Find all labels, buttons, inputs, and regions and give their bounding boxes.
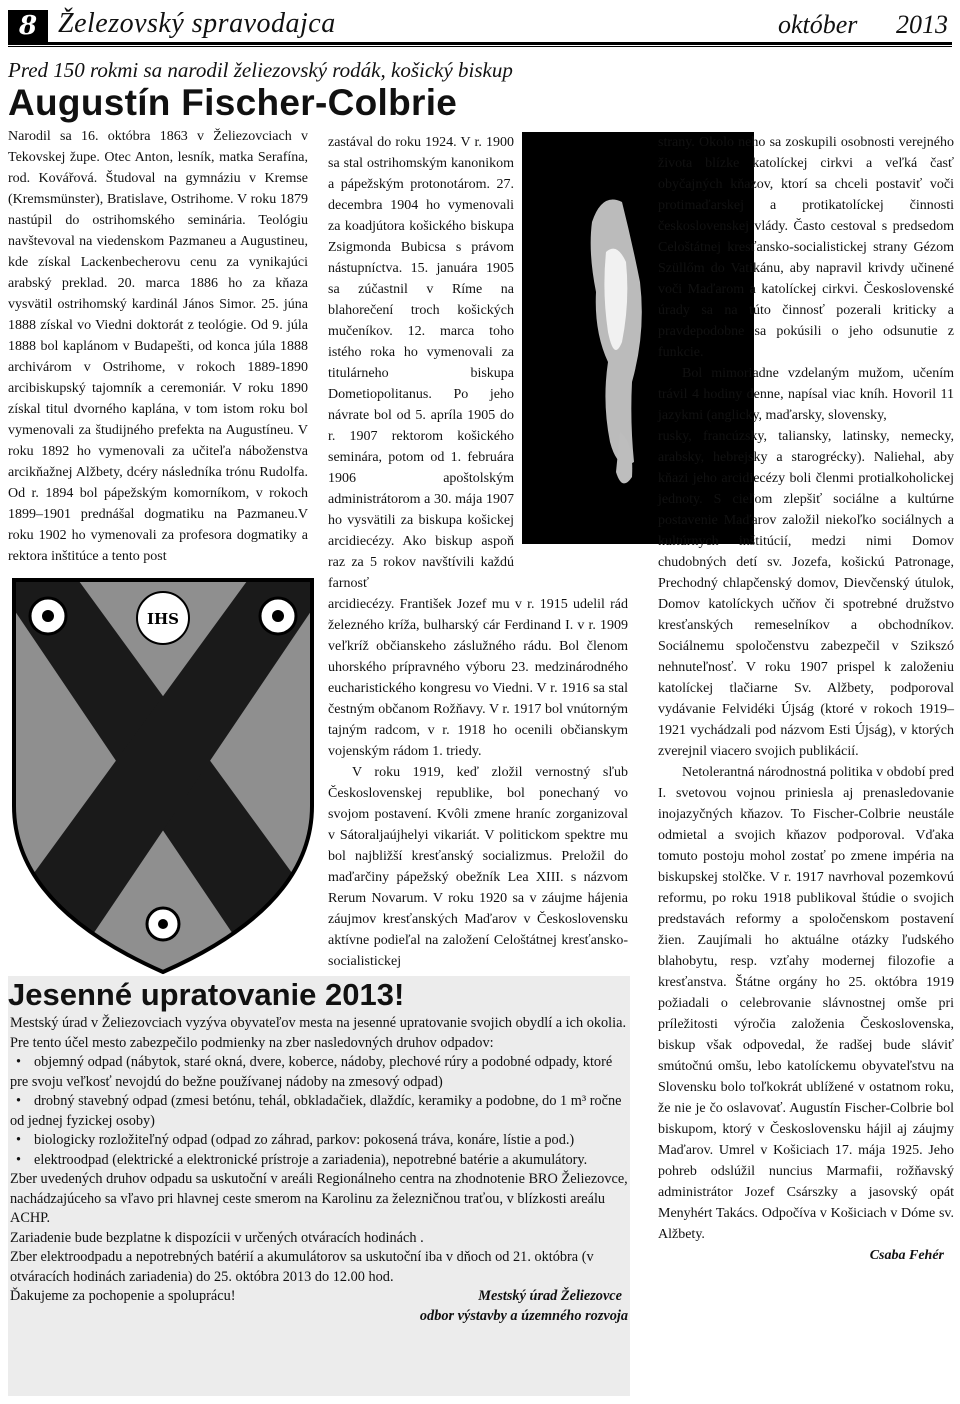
- list-item: • elektroodpad (elektrické a elektronické prístroje a zariadenia), nepotrebné batérie a akumulátory.: [10, 1151, 628, 1171]
- notice-thanks: Ďakujeme za pochopenie a spoluprácu!: [10, 1288, 236, 1304]
- notice-box: [8, 976, 630, 1396]
- rose-icon: [260, 598, 296, 634]
- article-paragraph: arcidiecézy. František Jozef mu v r. 1915 udelil rád železného kríža, bulharský cár Ferdinand I. v r. 1909 veľkríž občianskeho záslužného rádu. Bol členom uhorského prípravného výboru 23. medzinárodného eucharistického kongresu vo Viedni. V r. 1916 sa stal čestným občanom Rožňavy. V r. 1917 bol vnútorným tajným radcom, v r. 1918 ho ocenili občianskym vojenským rádom 1. triedy.: [328, 597, 628, 759]
- notice-signature: Mestský úrad Želiezovce: [478, 1288, 622, 1304]
- article-paragraph: V roku 1919, keď zložil vernostný sľub Československej republike, bol ponechaný vo svojom postavení. Kvôli zmene hraníc zorganizoval v Sátoraljaújhelyi vikariát. V politickom spektre mu bol najbližší kresťanský socializmus. Preložil do maďarčiny pápežský obežník Lea XIII. s názvom Rerum Novarum. V roku 1920 sa v záujme hájenia záujmov kresťanských Maďarov v Československu aktívne podieľal na založení Celoštátnej kresťansko-socialistickej: [328, 765, 628, 969]
- header-rule: [8, 42, 952, 45]
- list-item: • biologicky rozložiteľný odpad (odpad zo záhrad, parkov: pokosená tráva, konáre, lístie a pod.): [10, 1131, 628, 1151]
- header-rule-thin: [8, 46, 952, 47]
- article-column-3: [658, 132, 954, 1266]
- waste-list: [10, 1053, 628, 1170]
- page-header: [8, 6, 952, 46]
- page-number: 8: [8, 10, 48, 42]
- paper-title: Železovský spravodajca: [58, 8, 336, 39]
- notice-body: [10, 1014, 628, 1326]
- crest-monogram: IHS: [146, 610, 180, 628]
- article-paragraph: rusky, francúzsky, taliansky, latinsky, nemecky, arabsky, hebrejsky a starogrécky). Naliehal, aby kňazi jeho arcidiecézy boli členmi protialkoholickej jednoty. S cieľom zlepšiť sociálne a kultúrne postavenie Maďarov založil niekoľko sociálnych a kultúrnych inštitúcií, medzi nimi Domov chudobných detí sv. Jozefa, košickú Patronage, Prechodný chlapčenský domov, Dievčenský útulok, Domov katolíckych učňov či spotrebné družstvo kresťanských remeselníkov a obchodníkov. Sociálnemu spoločenstvu zabezpečil v Szikszó nehnuteľnosť. V roku 1907 prispel k založeniu katolíckej tlačiarne Sv. Alžbety, podporoval vydávanie Felvidéki Újság (ktoré v rokoch 1919–1921 vychádzali pod názvom Esti Újság), v ktorých zverejnil viacero svojich publikácií.: [658, 429, 954, 759]
- article-paragraph: zastával do roku 1924. V r. 1900 sa stal ostrihomským kanonikom a pápežským protonotárom. 27. decembra 1904 ho vymenovali za koadjútora košického biskupa Zsigmonda Bubicsa s právom nástupníctva. 15. januára 1905 sa zúčastnil v Ríme na blahorečení troch košických mučeníkov. 12. marca toho istého roka ho vymenovali za titulárneho biskupa Dometiopolitanus. Po jeho návrate bol od 5. apríla 1905 do r. 1907 rektorom košického seminára, potom od 1. februára 1906 apoštolským administrátorom a 30. mája 1907 ho vysvätili za biskupa košickej arcidiecézy. Ako biskup aspoň raz za 5 rokov navštívili každú farnosť: [328, 135, 514, 591]
- article-title: Augustín Fischer-Colbrie: [8, 82, 458, 123]
- notice-intro: Mestský úrad v Želiezovciach vyzýva obyvateľov mesta na jesenné upratovanie svojich obydlí a ich okolia. Pre tento účel mesto zabezpečilo podmienky na zber nasledovných druhov odpadov:: [10, 1015, 627, 1051]
- article-column-1: [8, 126, 308, 567]
- rose-icon: [30, 598, 66, 634]
- article-paragraph: Bol mimoriadne vzdelaným mužom, učením trávil 4 hodiny denne, napísal viac kníh. Hovoril 11 jazykmi (anglicky, maďarsky, slovensky,: [658, 366, 954, 423]
- notice-department: odbor výstavby a územného rozvoja: [419, 1307, 628, 1324]
- issue-month: október: [778, 10, 858, 39]
- list-item: • drobný stavebný odpad (zmesi betónu, tehál, obkladačiek, dlaždíc, keramiky a podobne, do 1 m³ ročne od jednej fyzickej osoby): [10, 1092, 628, 1131]
- article-subtitle: Pred 150 rokmi sa narodil želiezovský rodák, košický biskup: [8, 58, 513, 82]
- list-item: • objemný odpad (nábytok, staré okná, dvere, koberce, nádoby, plechové rúry a podobné odpady, ktoré pre svoju veľkosť nevojdú do bežne používanej nádoby na zmesový odpad): [10, 1053, 628, 1092]
- coat-of-arms-image: [8, 576, 318, 976]
- coat-of-arms: [8, 576, 318, 976]
- article-paragraph: Netolerantná národnostná politika v období pred I. svetovou vojnou priniesla aj prenasledovanie inojazyčných kňazov. To Fischer-Colbrie neustále odmietal a svojich kňazov podporoval. Vďaka tomuto postoju mohol zostať po zmene impéria na biskupskej stolčke. V r. 1917 navrhoval pozemkovú reformu, po roku 1918 publikoval štúdie o svojich predstavách reformy a spoločenskom postavení žien. Zaujímali ho aktuálne otázky ľudského blahobytu, resp. vzťahy modernej filozofie a kresťanstva. Štátne orgány ho 25. októbra 1919 požiadali o celebrovanie slávnostnej omše pri príležitosti výročia založenia Československa, biskup však odpovedal, že radšej bude sláviť smútočnú omšu, lebo katolíckemu obyvateľstvu na Slovensku bolo toľkokrát ublížené v ostatnom roku, že nie je čo oslavovať. Augustín Fischer-Colbrie bol biskupom, ktorý v Československu hájil aj záujmy Maďarov. Umrel v Košiciach 17. mája 1925. Jeho pohreb odslúžil nuncius Marmafii, rožňavský administrátor Jozef Csárszky a jasovský opát Menyhért Takács. Odpočíva v Košiciach v Dóme sv. Alžbety.: [658, 765, 954, 1242]
- notice-footer: [10, 1287, 628, 1307]
- notice-paragraph: Zber elektroodpadu a nepotrebných batérií a akumulátorov sa uskutoční iba v dňoch od 21. októbra (v otváracích hodinách zariadenia) do 25. októbra 2013 do 12.00 hod.: [10, 1249, 594, 1285]
- notice-paragraph: Zber uvedených druhov odpadu sa uskutoční v areáli Regionálneho centra na zhodnotenie BRO Želiezovce, nachádzajúceho sa vľavo pri hlavnej ceste smerom na Karolinu za železničnou traťou, v blízkosti areálu ACHP.: [10, 1171, 628, 1226]
- article-paragraph: Narodil sa 16. októbra 1863 v Želiezovciach v Tekovskej župe. Otec Anton, lesník, matka Serafína, rod. Kovářová. Študoval na gymnáziu v Kremse (Kremsmünster), Bratislave, Ostrihome. V roku 1879 nastúpil do ostrihomského seminária. Teológiu navštevoval na viedenskom Pazmaneu a Augustineu, kde získal Lackenbecherovu cenu za vynikajúci arabský preklad. 20. marca 1886 ho za kňaza vysvätil ostrihomský kardinál János Simor. 25. júna 1888 získal vo Viedni doktorát z teológie. Od 9. júla 1888 bol kaplánom v Budapešti, od konca júla 1888 archivárom v Ostrihome, v rokoch 1889-1890 arcibiskupský tajomník a ceremoniár. V roku 1890 získal titul dvorného kaplána, v tom istom roku bol vymenovali za študijného prefekta na Augustíneu. V roku 1892 ho vymenovali za učiteľa náboženstva arcikňažnej Alžbety, dcéry následníka trónu Rudolfa. Od r. 1894 bol pápežským komorníkom, v rokoch 1899–1901 prednášal dogmatiku na Pazmaneu.V roku 1902 ho vymenovali za profesora dogmatiky a rektora inštitúce a tento post: [8, 129, 308, 564]
- rose-icon: [147, 908, 179, 940]
- article-column-2: [328, 132, 628, 972]
- issue-year: 2013: [896, 10, 948, 39]
- article-paragraph: strany. Okolo neho sa zoskupili osobnosti verejného života blízke katolíckej cirkvi a veľká časť obyčajných kňazov, ktorí sa chceli postaviť voči protimaďarskej a protikatolíckej činnosti československej vlády. Často cestoval s predsedom Celoštátnej kresťansko-socialistickej strany Gézom Szüllőm do Vatikánu, aby napravil krivdy učinené voči Maďarom a katolíckej cirkvi. Československé úrady sa na túto činnosť pozerali kriticky a pravdepodobne sa pokúsili o jeho odsunutie z funkcie.: [658, 135, 954, 360]
- notice-title: Jesenné upratovanie 2013!: [8, 977, 405, 1012]
- article-author: Csaba Fehér: [869, 1248, 944, 1263]
- notice-paragraph: Zariadenie bude bezplatne k dispozícii v určených otváracích hodinách .: [10, 1229, 424, 1246]
